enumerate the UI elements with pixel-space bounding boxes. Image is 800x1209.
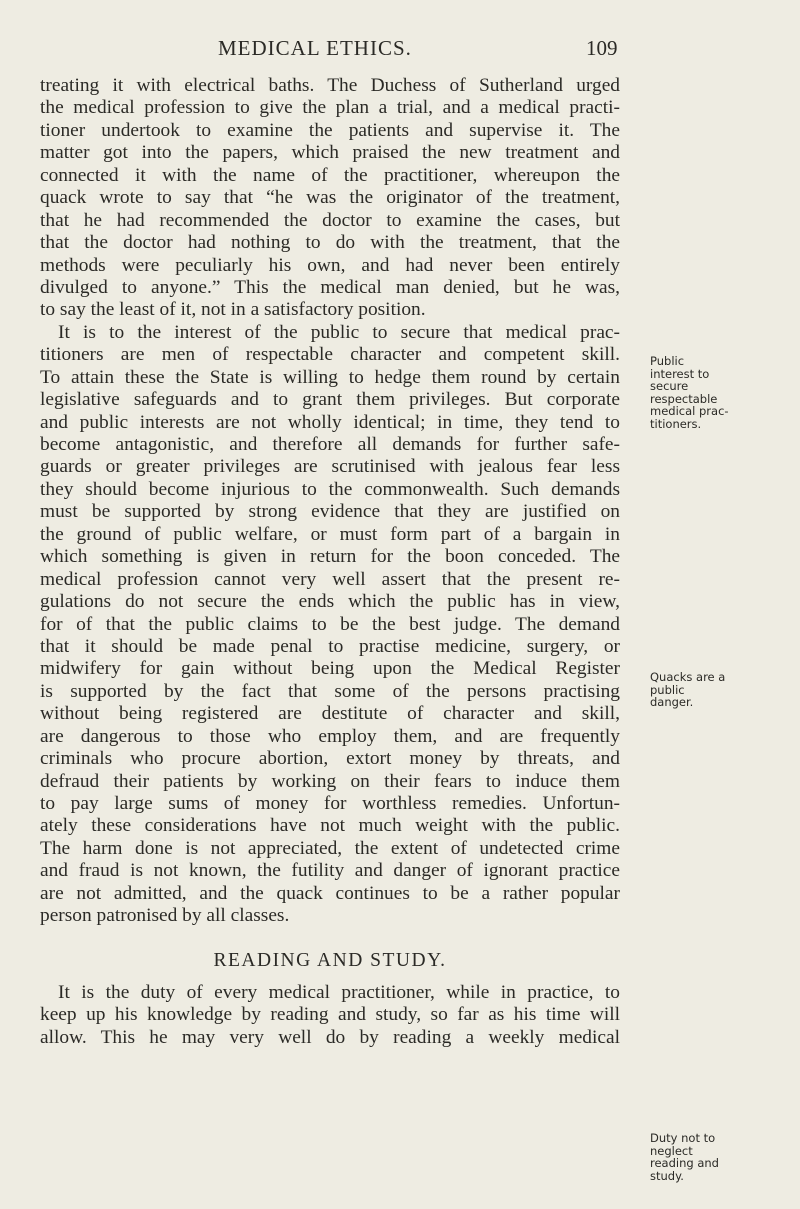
margin-note-line: Duty not to <box>650 1131 716 1145</box>
text-line: and public interests are not wholly identical; in time, they tend to <box>40 411 620 433</box>
text-line: the ground of public welfare, or must form part of a bargain in <box>40 523 620 545</box>
margin-note-line: titioners. <box>650 416 702 431</box>
running-header <box>0 36 800 66</box>
margin-note-line: study. <box>650 1168 684 1183</box>
text-line: are dangerous to those who employ them, and are frequently <box>40 725 620 747</box>
text-line: methods were peculiarly his own, and had never been entirely <box>40 254 620 276</box>
text-line: and fraud is not known, the futility and danger of ignorant practice <box>40 860 620 882</box>
text-line: the medical profession to give the plan a trial, and a medical practi- <box>40 97 620 119</box>
text-line: keep up his knowledge by reading and study, so far as his time will <box>40 1004 620 1026</box>
margin-note-line: reading and <box>650 1156 719 1170</box>
text-line: is supported by the fact that some of the persons practising <box>40 680 620 702</box>
text-line: person patronised by all classes. <box>40 905 290 927</box>
text-line: guards or greater privileges are scrutinised with jealous fear less <box>40 456 620 478</box>
text-line: tioner undertook to examine the patients and supervise it. The <box>40 119 620 141</box>
text-line: they should become injurious to the commonwealth. Such demands <box>40 478 620 500</box>
paragraph-3 <box>40 982 620 1049</box>
text-line: to say the least of it, not in a satisfactory position. <box>40 299 426 321</box>
margin-note-duty <box>650 1132 719 1182</box>
text-line: that the doctor had nothing to do with the treatment, that the <box>40 232 620 254</box>
margin-note-line: public <box>650 682 685 697</box>
paragraph-2 <box>40 322 620 928</box>
margin-note-line: interest to <box>650 366 710 381</box>
margin-note-quacks <box>650 671 725 709</box>
text-line: connected it with the name of the practitioner, whereupon the <box>40 164 620 186</box>
margin-note-line: respectable <box>650 391 718 406</box>
margin-note-line: neglect <box>650 1143 693 1158</box>
text-line: allow. This he may very well do by reading a weekly medical <box>40 1026 620 1048</box>
text-line: are not admitted, and the quack continues to be a rather popular <box>40 882 620 904</box>
text-line: must be supported by strong evidence that they are justified on <box>40 501 620 523</box>
section-heading: READING AND STUDY. <box>213 949 447 971</box>
text-line: to pay large sums of money for worthless remedies. Unfortun- <box>40 793 620 814</box>
text-line: The harm done is not appreciated, the extent of undetected crime <box>40 837 620 859</box>
text-line: criminals who procure abortion, extort money by threats, and <box>40 748 620 770</box>
margin-note-line: medical prac- <box>650 404 729 418</box>
text-line: that it should be made penal to practise medicine, surgery, or <box>40 635 620 657</box>
text-line: divulged to anyone.” This the medical man denied, but he was, <box>40 276 620 298</box>
margin-note-line: danger. <box>650 695 694 709</box>
text-line: medical profession cannot very well assert that the present re- <box>40 568 620 590</box>
text-line: become antagonistic, and therefore all demands for further safe- <box>40 434 620 455</box>
text-line: matter got into the papers, which praised the new treatment and <box>40 142 620 164</box>
text-line: midwifery for gain without being upon the Medical Register <box>40 658 620 680</box>
margin-note-line: Quacks are a <box>650 670 726 684</box>
text-line: that he had recommended the doctor to examine the cases, but <box>40 209 620 231</box>
text-line: titioners are men of respectable character and competent skill. <box>40 344 620 366</box>
margin-note-public-interest <box>650 355 729 430</box>
body-text <box>40 75 620 1049</box>
running-title: MEDICAL ETHICS. <box>218 36 412 60</box>
margin-note-line: Public <box>650 354 685 368</box>
text-line: It is to the interest of the public to secure that medical prac- <box>58 321 620 343</box>
text-line: defraud their patients by working on their fears to induce them <box>40 770 620 792</box>
page-number: 109 <box>586 36 618 60</box>
text-line: gulations do not secure the ends which the public has in view, <box>40 591 620 613</box>
paragraph-1 <box>40 75 620 322</box>
text-line: quack wrote to say that “he was the originator of the treatment, <box>40 187 620 209</box>
text-line: without being registered are destitute of character and skill, <box>40 703 620 725</box>
text-line: To attain these the State is willing to hedge them round by certain <box>40 366 620 388</box>
text-line: which something is given in return for the boon conceded. The <box>40 546 620 568</box>
margin-note-line: secure <box>650 379 689 393</box>
text-line: It is the duty of every medical practitioner, while in practice, to <box>58 981 620 1003</box>
text-line: ately these considerations have not much weight with the public. <box>40 815 620 837</box>
text-line: treating it with electrical baths. The Duchess of Sutherland urged <box>40 75 620 96</box>
text-line: for of that the public claims to be the best judge. The demand <box>40 613 620 635</box>
text-line: legislative safeguards and to grant them privileges. But corporate <box>40 389 620 411</box>
